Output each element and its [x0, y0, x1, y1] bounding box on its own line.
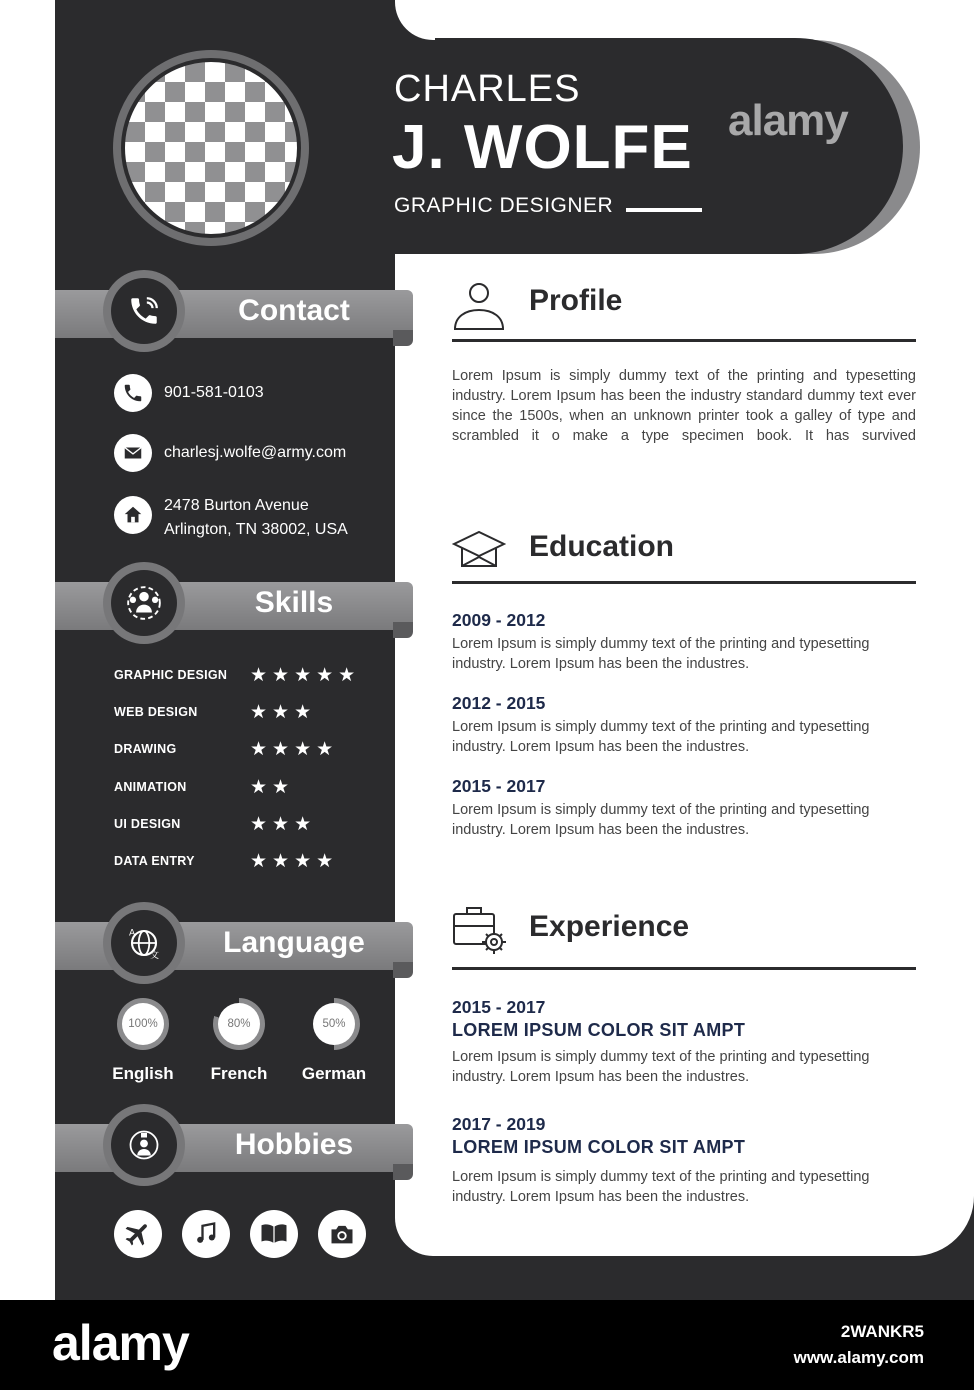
card-bottom-background	[395, 1256, 974, 1300]
skill-name: UI DESIGN	[114, 817, 181, 831]
skill-row	[114, 666, 384, 686]
alamy-logo: alamy	[52, 1315, 189, 1371]
language-level-ring	[117, 998, 169, 1050]
contact-phone-row	[114, 374, 264, 412]
education-years: 2012 - 2015	[452, 693, 546, 713]
education-years: 2015 - 2017	[452, 776, 546, 796]
book-icon	[250, 1210, 298, 1258]
home-icon	[114, 496, 152, 534]
skill-row	[114, 852, 384, 872]
site-url: www.alamy.com	[793, 1348, 924, 1367]
contact-title: Contact	[238, 294, 350, 327]
airplane-icon	[114, 1210, 162, 1258]
skill-row	[114, 703, 384, 723]
svg-text:A: A	[129, 928, 136, 939]
address-line-2: Arlington, TN 38002, USA	[164, 521, 348, 538]
contact-phone: 901-581-0103	[164, 384, 264, 401]
hobbies-section-tab	[55, 1120, 413, 1180]
education-divider	[452, 581, 916, 584]
last-name: J. WOLFE	[392, 113, 693, 182]
language-name: German	[301, 1064, 367, 1083]
skill-name: WEB DESIGN	[114, 705, 198, 719]
user-icon	[452, 278, 506, 332]
experience-role: LOREM IPSUM COLOR SIT AMPT	[452, 1137, 746, 1157]
camera-icon	[318, 1210, 366, 1258]
skill-name: ANIMATION	[114, 780, 187, 794]
education-years: 2009 - 2012	[452, 610, 546, 630]
skills-title: Skills	[254, 586, 334, 619]
experience-years: 2015 - 2017	[452, 997, 546, 1017]
education-title: Education	[529, 530, 675, 563]
experience-role: LOREM IPSUM COLOR SIT AMPT	[452, 1020, 746, 1040]
experience-years: 2017 - 2019	[452, 1114, 546, 1134]
experience-divider	[452, 967, 916, 970]
skills-team-icon	[111, 570, 177, 636]
experience-title: Experience	[529, 910, 690, 943]
header-corner	[395, 0, 435, 40]
envelope-icon	[114, 434, 152, 472]
profile-text: Lorem Ipsum is simply dummy text of the printing and typesetting industry. Lorem Ipsum has been the industry standard dummy text ever since the 1500s, when an unknown printer took a galley of type and scrambled it o make a type specimen book. It has survived	[452, 368, 916, 444]
contact-email-row	[114, 434, 346, 472]
job-title-underline	[626, 208, 702, 212]
address-line-1: 2478 Burton Avenue	[164, 497, 309, 514]
language-french	[194, 998, 284, 1084]
education-text: Lorem Ipsum is simply dummy text of the printing and typesetting industry. Lorem Ipsum has been the industres.	[452, 802, 870, 838]
experience-text: Lorem Ipsum is simply dummy text of the printing and typesetting industry. Lorem Ipsum has been the industres.	[452, 1169, 870, 1205]
stock-photo-footer	[0, 1300, 974, 1390]
skill-row	[114, 740, 384, 760]
skill-name: DRAWING	[114, 742, 177, 756]
profile-title: Profile	[529, 284, 623, 317]
language-name: French	[210, 1064, 268, 1083]
skill-rating-stars: ★★★★	[250, 851, 339, 872]
skill-rating-stars: ★★★★★	[250, 665, 361, 686]
education-text: Lorem Ipsum is simply dummy text of the printing and typesetting industry. Lorem Ipsum has been the industres.	[452, 719, 870, 755]
profile-photo-placeholder	[121, 58, 301, 238]
briefcase-gear-icon	[452, 902, 506, 956]
language-section-tab	[55, 918, 413, 978]
language-german	[289, 998, 379, 1084]
skills-section-tab	[55, 578, 413, 638]
language-name: English	[112, 1064, 174, 1083]
graduation-cap-icon	[452, 524, 506, 578]
language-level: 100%	[122, 1003, 164, 1045]
contact-email: charlesj.wolfe@army.com	[164, 444, 347, 461]
job-title: GRAPHIC DESIGNER	[394, 194, 614, 217]
first-name: CHARLES	[394, 68, 581, 110]
language-level-ring	[213, 998, 265, 1050]
card-right-corner	[914, 1170, 974, 1256]
education-text: Lorem Ipsum is simply dummy text of the printing and typesetting industry. Lorem Ipsum has been the industres.	[452, 636, 870, 672]
card-bottom-corner	[395, 1216, 435, 1256]
music-icon	[182, 1210, 230, 1258]
image-id: 2WANKR5	[840, 1322, 924, 1341]
skill-rating-stars: ★★★	[250, 702, 317, 723]
language-level: 50%	[313, 1003, 355, 1045]
hobbies-person-icon	[111, 1112, 177, 1178]
language-title: Language	[223, 926, 365, 959]
contact-address	[164, 494, 348, 542]
hobbies-title: Hobbies	[234, 1128, 354, 1161]
language-english	[98, 998, 188, 1084]
watermark-logo: alamy	[728, 96, 848, 145]
skill-row	[114, 778, 384, 798]
experience-text: Lorem Ipsum is simply dummy text of the printing and typesetting industry. Lorem Ipsum has been the industres.	[452, 1049, 870, 1085]
skill-rating-stars: ★★★★	[250, 739, 339, 760]
contact-section-tab	[55, 286, 413, 346]
phone-call-icon	[111, 278, 177, 344]
profile-divider	[452, 339, 916, 342]
contact-address-row	[114, 494, 348, 542]
language-level: 80%	[218, 1003, 260, 1045]
language-level-ring	[308, 998, 360, 1050]
translate-globe-icon	[111, 910, 177, 976]
skill-name: DATA ENTRY	[114, 854, 195, 868]
skill-row	[114, 815, 384, 835]
svg-text:文: 文	[150, 951, 160, 961]
skill-rating-stars: ★★★	[250, 814, 317, 835]
skill-rating-stars: ★★	[250, 777, 295, 798]
skill-name: GRAPHIC DESIGN	[114, 668, 228, 682]
phone-icon	[114, 374, 152, 412]
